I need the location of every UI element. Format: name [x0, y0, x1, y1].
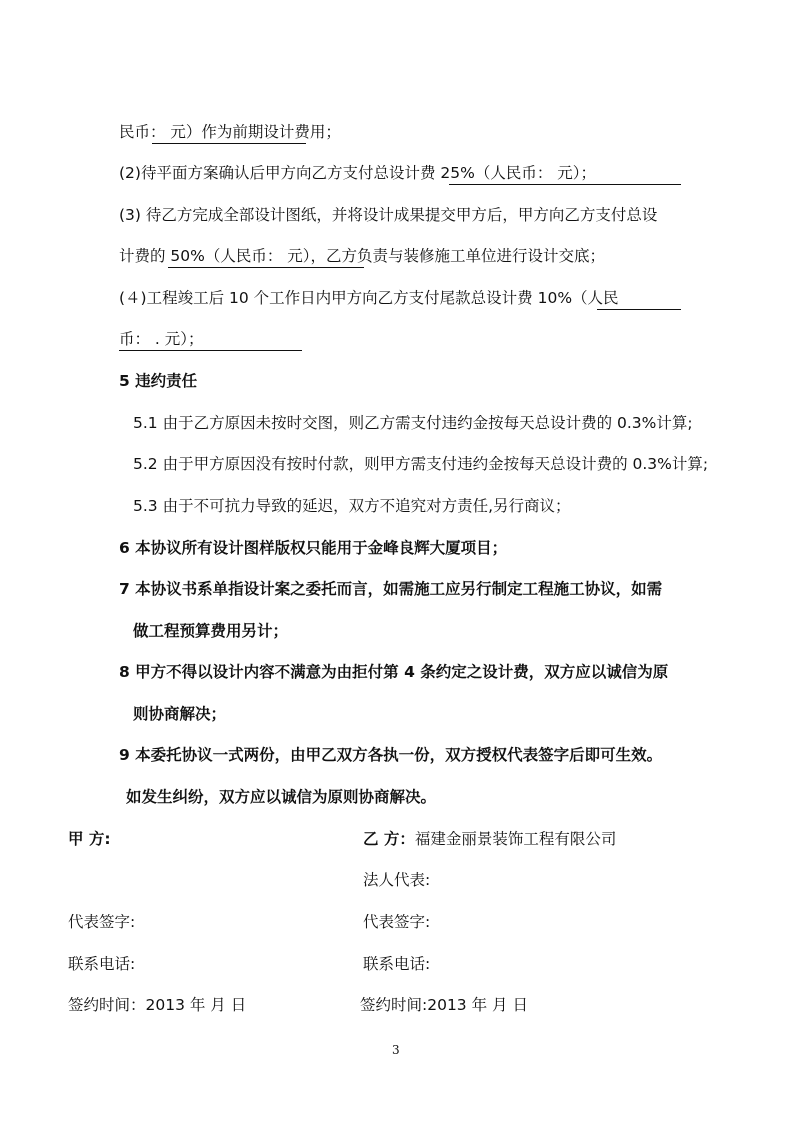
- payment-clause-3-line-2: 计费的 50%（人民币： 元），乙方负责与装修施工单位进行设计交底；: [119, 247, 606, 265]
- payment-clause-4-line-2: 币： . 元）；: [119, 330, 204, 348]
- amount-blank-underline: [152, 143, 306, 144]
- clause-7-line-2: 做工程预算费用另计；: [133, 622, 289, 640]
- payment-clause-3-line-1: (3) 待乙方完成全部设计图纸，并将设计成果提交甲方后，甲方向乙方支付总设: [119, 206, 658, 224]
- breach-heading: 5 违约责任: [119, 372, 198, 390]
- clause-8-line-2: 则协商解决；: [133, 705, 227, 723]
- clause-9-line-2: 如发生纠纷，双方应以诚信为原则协商解决。: [126, 788, 437, 806]
- payment-clause-1-tail: 民币： 元）作为前期设计费用；: [119, 123, 341, 141]
- amount-blank-underline: [449, 184, 681, 185]
- party-b-phone-label: 联系电话:: [363, 955, 431, 973]
- amount-blank-underline: [597, 309, 681, 310]
- party-b-label: 乙 方：: [363, 830, 415, 848]
- party-a-label: 甲 方:: [68, 830, 111, 848]
- payment-clause-2: (2)待平面方案确认后甲方向乙方支付总设计费 25%（人民币： 元）；: [119, 164, 597, 182]
- party-a-signature-label: 代表签字:: [68, 913, 136, 931]
- clause-9-line-1: 9 本委托协议一式两份，由甲乙双方各执一份，双方授权代表签字后即可生效。: [119, 746, 663, 764]
- breach-clause-5-3: 5.3 由于不可抗力导致的延迟，双方不追究对方责任,另行商议；: [133, 497, 571, 515]
- legal-representative-label: 法人代表:: [363, 871, 431, 889]
- clause-8-line-1: 8 甲方不得以设计内容不满意为由拒付第 4 条约定之设计费，双方应以诚信为原: [119, 663, 669, 681]
- party-b-row: [363, 828, 616, 850]
- clause-7-line-1: 7 本协议书系单指设计案之委托而言，如需施工应另行制定工程施工协议，如需: [119, 580, 663, 598]
- party-a-date-label: 签约时间：2013 年 月 日: [68, 996, 247, 1014]
- amount-blank-underline: [119, 350, 302, 351]
- party-a-phone-label: 联系电话:: [68, 955, 136, 973]
- breach-clause-5-2: 5.2 由于甲方原因没有按时付款，则甲方需支付违约金按每天总设计费的 0.3%计算;: [133, 455, 709, 473]
- party-b-date-label: 签约时间:2013 年 月 日: [360, 996, 528, 1014]
- amount-blank-underline: [168, 267, 364, 268]
- party-b-name: 福建金丽景装饰工程有限公司: [414, 830, 617, 848]
- clause-6: 6 本协议所有设计图样版权只能用于金峰良辉大厦项目；: [119, 539, 508, 557]
- breach-clause-5-1: 5.1 由于乙方原因未按时交图，则乙方需支付违约金按每天总设计费的 0.3%计算;: [133, 414, 693, 432]
- page-number: 3: [392, 1043, 400, 1057]
- payment-clause-4-line-1: (４)工程竣工后 10 个工作日内甲方向乙方支付尾款总设计费 10%（人民: [119, 289, 619, 307]
- party-b-signature-label: 代表签字:: [363, 913, 431, 931]
